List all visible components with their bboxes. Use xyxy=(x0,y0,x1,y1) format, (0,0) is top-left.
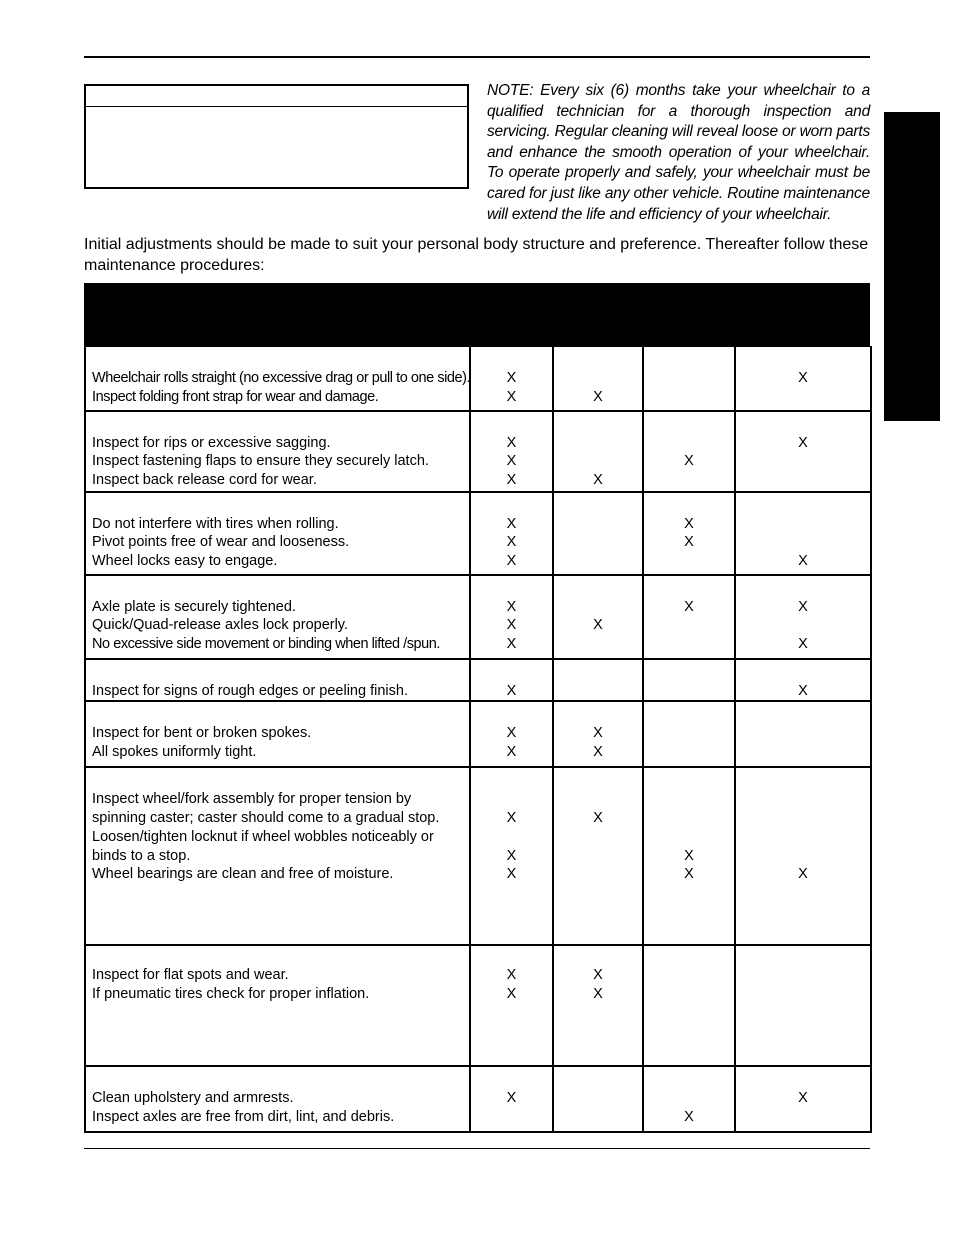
interval-cell-3 xyxy=(643,767,735,945)
check-mark: X xyxy=(506,636,517,653)
check-mark: X xyxy=(593,472,603,489)
interval-cell-1 xyxy=(470,492,553,575)
check-mark: X xyxy=(506,534,517,551)
check-mark: X xyxy=(506,515,517,532)
check-mark: X xyxy=(506,967,517,984)
bottom-rule xyxy=(84,1148,870,1149)
procedure-text: If pneumatic tires check for proper inflation. xyxy=(92,986,370,1003)
interval-cell-3 xyxy=(643,575,735,659)
check-mark xyxy=(554,598,642,617)
check-mark xyxy=(554,635,642,654)
interval-cell-3 xyxy=(643,659,735,702)
check-mark: X xyxy=(506,472,517,489)
interval-cell-2 xyxy=(553,492,643,575)
check-mark xyxy=(736,809,870,828)
procedure-text: Inspect folding front strap for wear and damage. xyxy=(92,388,379,405)
interval-cell-3 xyxy=(643,347,735,411)
interval-cell-4 xyxy=(735,767,871,945)
check-mark: X xyxy=(506,388,517,405)
check-mark: X xyxy=(506,434,517,451)
check-mark: X xyxy=(798,553,808,570)
procedure-cell xyxy=(85,575,470,659)
check-mark xyxy=(554,434,642,453)
check-mark xyxy=(644,434,734,453)
interval-cell-2 xyxy=(553,1066,643,1132)
check-mark: X xyxy=(506,598,517,615)
procedure-cell xyxy=(85,1066,470,1132)
procedure-text: No excessive side movement or binding when lifted /spun. xyxy=(92,636,440,653)
check-mark xyxy=(736,966,870,985)
check-mark: X xyxy=(798,370,808,386)
procedure-text: Axle plate is securely tightened. xyxy=(92,598,296,615)
check-mark: X xyxy=(506,866,517,883)
check-mark xyxy=(644,985,734,1004)
check-mark: X xyxy=(798,682,808,699)
check-mark xyxy=(736,388,870,407)
interval-cell-1 xyxy=(470,767,553,945)
procedure-cell xyxy=(85,492,470,575)
interval-cell-2 xyxy=(553,945,643,1066)
interval-cell-4 xyxy=(735,492,871,575)
check-mark: X xyxy=(593,388,603,405)
check-mark xyxy=(554,515,642,534)
interval-cell-2 xyxy=(553,575,643,659)
check-mark xyxy=(644,1089,734,1108)
interval-cell-4 xyxy=(735,659,871,702)
check-mark xyxy=(644,552,734,571)
procedure-text: Inspect back release cord for wear. xyxy=(92,472,317,489)
check-mark xyxy=(644,828,734,847)
interval-cell-1 xyxy=(470,1066,553,1132)
check-mark: X xyxy=(593,810,603,827)
procedure-text: Inspect fastening flaps to ensure they securely latch. xyxy=(92,453,429,470)
procedure-text: Inspect wheel/fork assembly for proper tension by xyxy=(92,791,412,808)
check-mark xyxy=(554,552,642,571)
interval-cell-4 xyxy=(735,347,871,411)
check-mark: X xyxy=(798,636,808,653)
table-header-bar xyxy=(84,283,870,346)
interval-cell-4 xyxy=(735,945,871,1066)
procedure-cell xyxy=(85,411,470,492)
table-row xyxy=(85,411,871,492)
interval-cell-2 xyxy=(553,767,643,945)
check-mark xyxy=(736,743,870,762)
interval-cell-4 xyxy=(735,411,871,492)
interval-cell-3 xyxy=(643,945,735,1066)
check-mark: X xyxy=(506,810,517,827)
procedure-text: Wheel bearings are clean and free of moisture. xyxy=(92,866,394,883)
check-mark xyxy=(736,847,870,866)
check-mark: X xyxy=(593,617,603,634)
check-mark xyxy=(554,1108,642,1127)
check-mark xyxy=(554,452,642,471)
check-mark xyxy=(644,790,734,809)
check-mark xyxy=(554,828,642,847)
check-mark xyxy=(554,682,642,701)
table-row xyxy=(85,701,871,767)
check-mark xyxy=(736,515,870,534)
table-row xyxy=(85,347,871,411)
check-mark: X xyxy=(506,453,517,470)
procedure-text: Clean upholstery and armrests. xyxy=(92,1090,294,1107)
interval-cell-1 xyxy=(470,701,553,767)
check-mark: X xyxy=(684,515,694,532)
procedure-text: All spokes uniformly tight. xyxy=(92,744,257,761)
check-mark: X xyxy=(798,434,808,451)
check-mark xyxy=(644,743,734,762)
check-mark: X xyxy=(506,682,517,699)
interval-cell-3 xyxy=(643,492,735,575)
table-row xyxy=(85,767,871,945)
check-mark xyxy=(644,369,734,388)
interval-cell-2 xyxy=(553,659,643,702)
check-mark xyxy=(554,847,642,866)
check-mark: X xyxy=(684,866,694,883)
check-mark: X xyxy=(506,1090,517,1107)
procedure-cell xyxy=(85,945,470,1066)
interval-cell-1 xyxy=(470,411,553,492)
procedure-cell xyxy=(85,659,470,702)
interval-cell-2 xyxy=(553,347,643,411)
check-mark xyxy=(471,790,552,809)
check-mark xyxy=(554,790,642,809)
check-mark: X xyxy=(798,866,808,883)
caution-box xyxy=(84,84,469,189)
interval-cell-3 xyxy=(643,1066,735,1132)
check-mark: X xyxy=(593,967,603,984)
check-mark: X xyxy=(798,598,808,615)
check-mark xyxy=(736,471,870,490)
check-mark: X xyxy=(506,725,517,742)
check-mark: X xyxy=(593,744,603,761)
check-mark xyxy=(736,533,870,552)
check-mark xyxy=(554,865,642,884)
procedure-text: Inspect for rips or excessive sagging. xyxy=(92,434,331,451)
procedure-text: Pivot points free of wear and looseness. xyxy=(92,534,350,551)
procedure-text: Wheelchair rolls straight (no excessive drag or pull to one side). xyxy=(92,370,471,386)
interval-cell-1 xyxy=(470,347,553,411)
check-mark xyxy=(736,1108,870,1127)
top-rule xyxy=(84,56,870,58)
procedure-text: spinning caster; caster should come to a gradual stop. xyxy=(92,810,440,827)
procedure-text: Inspect axles are free from dirt, lint, and debris. xyxy=(92,1109,395,1126)
check-mark xyxy=(736,452,870,471)
procedure-text: Loosen/tighten locknut if wheel wobbles noticeably or xyxy=(92,828,434,845)
check-mark xyxy=(736,724,870,743)
check-mark: X xyxy=(684,534,694,551)
check-mark xyxy=(471,828,552,847)
interval-cell-1 xyxy=(470,575,553,659)
check-mark xyxy=(554,1089,642,1108)
procedure-text: Inspect for flat spots and wear. xyxy=(92,967,289,984)
interval-cell-4 xyxy=(735,1066,871,1132)
procedure-cell xyxy=(85,701,470,767)
check-mark xyxy=(644,616,734,635)
interval-cell-1 xyxy=(470,659,553,702)
intro-paragraph: Initial adjustments should be made to suit your personal body structure and preference. Thereafter follow these maintenance procedures: xyxy=(84,236,869,274)
check-mark xyxy=(644,809,734,828)
check-mark: X xyxy=(684,1109,694,1126)
interval-cell-4 xyxy=(735,575,871,659)
procedure-text: Inspect for bent or broken spokes. xyxy=(92,725,312,742)
table-row xyxy=(85,1066,871,1132)
table-row xyxy=(85,945,871,1066)
check-mark: X xyxy=(593,986,603,1003)
maintenance-table xyxy=(84,346,872,1133)
procedure-text: Quick/Quad-release axles lock properly. xyxy=(92,617,349,634)
table-row xyxy=(85,492,871,575)
caution-box-divider xyxy=(86,106,467,107)
check-mark: X xyxy=(798,1090,808,1107)
interval-cell-2 xyxy=(553,411,643,492)
check-mark xyxy=(736,828,870,847)
procedure-text: Wheel locks easy to engage. xyxy=(92,553,278,570)
check-mark: X xyxy=(593,725,603,742)
check-mark: X xyxy=(506,744,517,761)
check-mark xyxy=(736,985,870,1004)
table-row xyxy=(85,575,871,659)
interval-cell-3 xyxy=(643,701,735,767)
interval-cell-1 xyxy=(470,945,553,1066)
check-mark: X xyxy=(506,847,517,864)
interval-cell-3 xyxy=(643,411,735,492)
check-mark xyxy=(644,724,734,743)
check-mark xyxy=(644,682,734,701)
maintenance-note: NOTE: Every six (6) months take your wheelchair to a qualified technician for a thorough inspection and servicing. Regular cleaning will reveal loose or worn parts and enhance the smooth operation of your wheelchair. To operate properly and safely, your wheelchair must be cared for just like any other vehicle. Routine maintenance will extend the life and efficiency of your wheelchair. xyxy=(487,82,870,223)
procedure-text: binds to a stop. xyxy=(92,847,191,864)
check-mark xyxy=(471,1108,552,1127)
check-mark: X xyxy=(506,553,517,570)
check-mark xyxy=(644,635,734,654)
table-row xyxy=(85,659,871,702)
check-mark xyxy=(644,966,734,985)
interval-cell-4 xyxy=(735,701,871,767)
section-tab xyxy=(884,112,940,421)
procedure-text: Do not interfere with tires when rolling. xyxy=(92,515,339,532)
check-mark xyxy=(554,533,642,552)
check-mark xyxy=(644,388,734,407)
check-mark: X xyxy=(684,598,694,615)
check-mark: X xyxy=(506,617,517,634)
check-mark xyxy=(736,790,870,809)
interval-cell-2 xyxy=(553,701,643,767)
check-mark: X xyxy=(684,453,694,470)
procedure-cell xyxy=(85,347,470,411)
check-mark xyxy=(736,616,870,635)
check-mark: X xyxy=(684,847,694,864)
check-mark xyxy=(644,471,734,490)
procedure-cell xyxy=(85,767,470,945)
check-mark xyxy=(554,369,642,388)
check-mark: X xyxy=(506,986,517,1003)
procedure-text: Inspect for signs of rough edges or peeling finish. xyxy=(92,682,408,699)
check-mark: X xyxy=(506,370,517,386)
